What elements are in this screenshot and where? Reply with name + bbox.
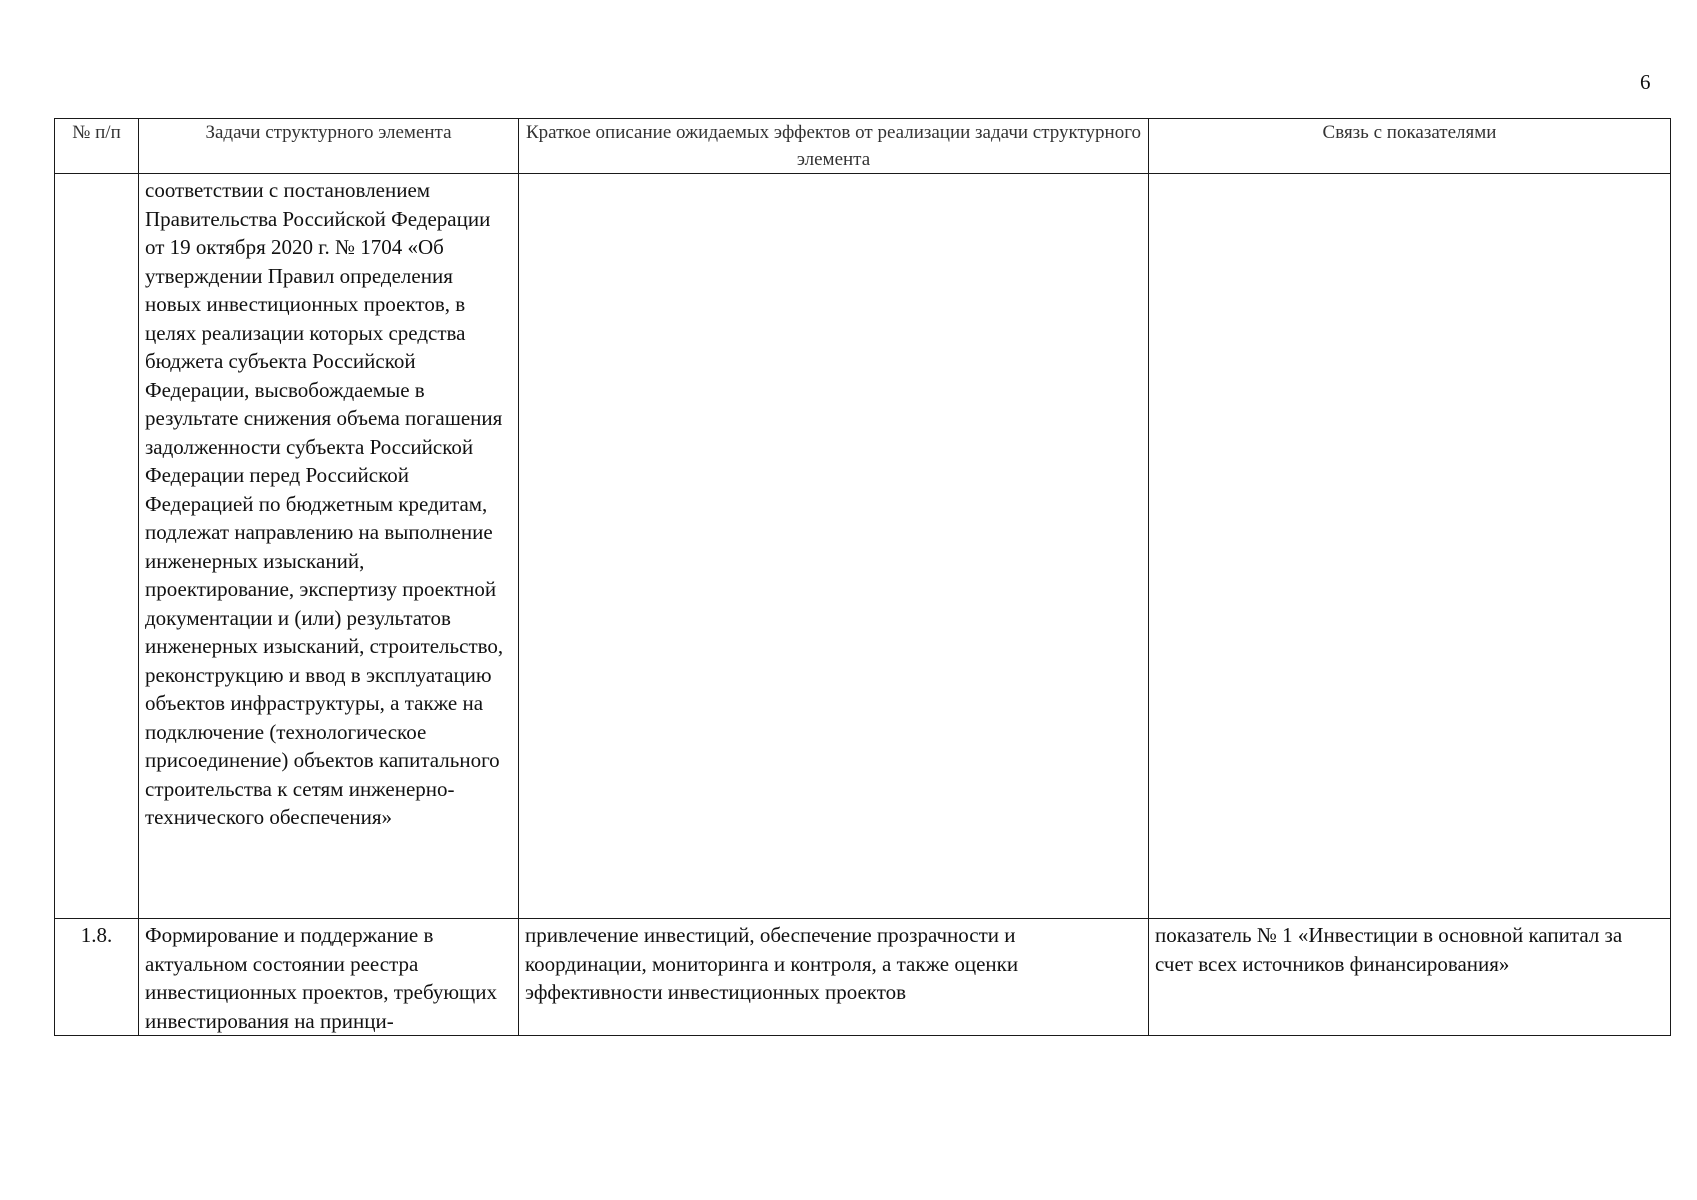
cell-link xyxy=(1149,174,1671,919)
header-task: Задачи структурного элемента xyxy=(139,119,519,174)
cell-link: показатель № 1 «Инвестиции в основной капитал за счет всех источников финансирования» xyxy=(1149,919,1671,1036)
table-row-continuation xyxy=(55,174,1671,919)
cell-num: 1.8. xyxy=(55,919,139,1036)
table-header-row xyxy=(55,119,1671,174)
header-num: № п/п xyxy=(55,119,139,174)
page-number: 6 xyxy=(1640,70,1651,94)
table-row-1-8 xyxy=(55,919,1671,1036)
cell-desc xyxy=(519,174,1149,919)
header-desc: Краткое описание ожидаемых эффектов от реализации задачи структурного элемента xyxy=(519,119,1149,174)
header-link: Связь с показателями xyxy=(1149,119,1671,174)
cell-num xyxy=(55,174,139,919)
cell-desc: привлечение инвестиций, обеспечение прозрачности и координации, мониторинга и контроля, а также оценки эффективности инвестиционных проектов xyxy=(519,919,1149,1036)
cell-task: соответствии с постановлением Правительства Российской Федерации от 19 октября 2020 г. № 1704 «Об утверждении Правил определения новых инвестиционных проектов, в целях реализации которых средства бюджета субъекта Российской Федерации, высвобождаемые в результате снижения объема погашения задолженности субъекта Российской Федерации перед Российской Федерацией по бюджетным кредитам, подлежат направлению на выполнение инженерных изысканий, проектирование, экспертизу проектной документации и (или) результатов инженерных изысканий, строительство, реконструкцию и ввод в эксплуатацию объектов инфраструктуры, а также на подключение (технологическое присоединение) объектов капитального строительства к сетям инженерно-технического обеспечения» xyxy=(139,174,519,919)
cell-task: Формирование и поддержание в актуальном состоянии реестра инвестиционных проектов, требующих инвестирования на принци- xyxy=(139,919,519,1036)
tasks-table xyxy=(54,118,1671,1036)
